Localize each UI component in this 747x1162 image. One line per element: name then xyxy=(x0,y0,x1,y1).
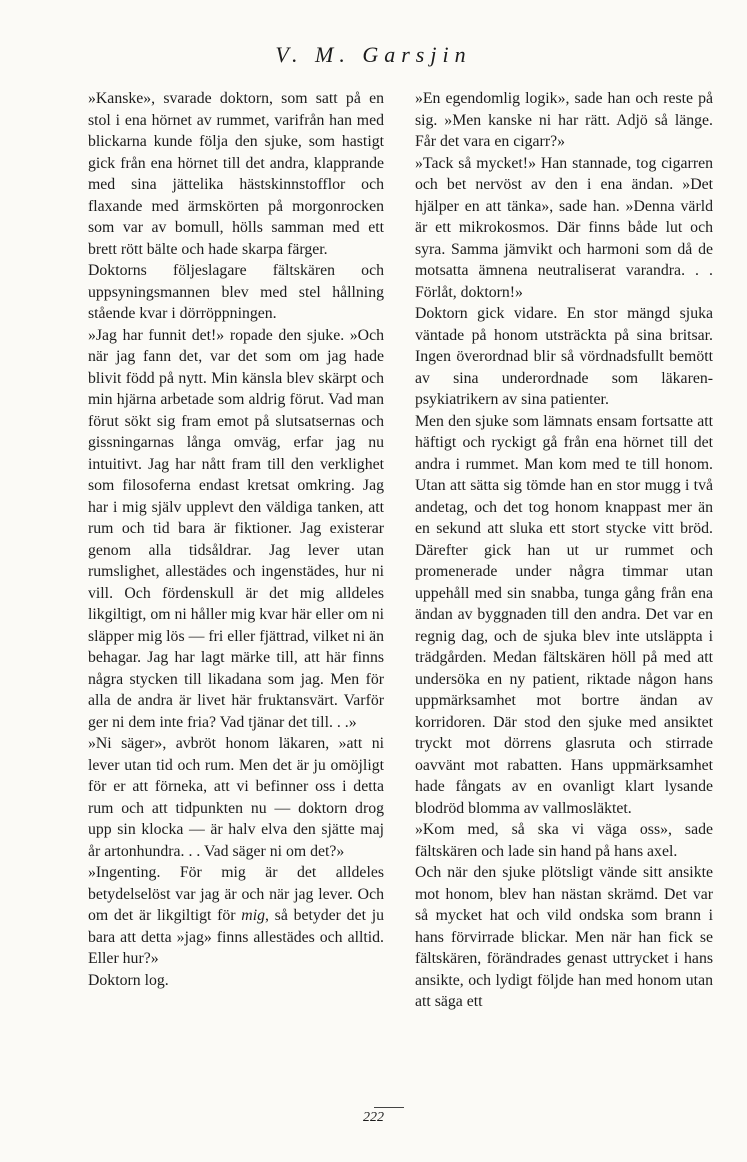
right-column xyxy=(415,88,713,1013)
paragraph: »Jag har funnit det!» ropade den sjuke. »Och när jag fann det, var det som om jag hade blivit född på nytt. Min känsla blev skärpt och min hjärna arbetade som aldrig förut. Vad man förut sökt sig fram emot på slutsatsernas och gissningarnas långa omväg, erfar jag nu intuitivt. Jag har nått fram till den verklighet som filosoferna endast kretsat omkring. Jag har i mig själv upplevt den väldiga tanken, att rum och tid bara är fiktioner. Jag existerar genom alla tidsåldrar. Jag lever utan rumslighet, allestädes och ingenstädes, hur ni vill. Och fördenskull är det mig alldeles likgiltigt, om ni håller mig kvar här eller om ni släpper mig lös — fri eller fjättrad, vilket ni än behagar. Jag har lagt märke till, att här finns några stycken till likadana som jag. Men för alla de andra är livet här fruktansvärt. Varför ger ni dem inte fria? Vad tjänar det till. . .» xyxy=(88,326,384,731)
paragraph-text: »Ingenting. För mig är det alldeles betydelselöst var jag är och när jag lever. Och om det är likgiltigt för xyxy=(88,864,384,924)
running-header: V. M. Garsjin xyxy=(275,42,472,67)
paragraph: Doktorns följeslagare fältskären och uppsyningsmannen blev med stel hållning stående kvar i dörröppningen. xyxy=(88,262,384,322)
paragraph xyxy=(88,862,384,970)
footer-rule xyxy=(374,1107,404,1108)
paragraph: »Kom med, så ska vi väga oss», sade fältskären och lade sin hand på hans axel. xyxy=(415,821,713,860)
paragraph: Doktorn gick vidare. En stor mängd sjuka väntade på honom utsträckta på sina britsar. Ingen överordnad blir så vördnadsfullt bemött av sina underordnade som läkaren-psykiatrikern av sina patienter. xyxy=(415,305,713,408)
left-column xyxy=(88,88,384,991)
paragraph: Och när den sjuke plötsligt vände sitt ansikte mot honom, blev han nästan skrämd. Det var så mycket hat och vild ondska som brann i hans förvirrade blickar. Men när han fick se fältskären, förändrades genast uttrycket i hans ansikte, och lydigt följde han med honom utan att säga ett xyxy=(415,864,713,1010)
paragraph: »Ni säger», avbröt honom läkaren, »att ni lever utan tid och rum. Men det är ju omöjligt för er att förneka, att vi befinner oss i detta rum och att tidpunkten nu — doktorn drog upp sin klocka — är halv elva den sjätte maj år artonhundra. . . Vad säger ni om det?» xyxy=(88,735,384,860)
page-number: 222 xyxy=(363,1110,384,1125)
paragraph-text: , så betyder det ju bara att detta »jag» finns allestädes och alltid. Eller hur?» xyxy=(88,907,384,967)
paragraph: »Kanske», svarade doktorn, som satt på en stol i ena hörnet av rummet, varifrån han med blickarna kunde följa den sjuke, som hastigt gick från ena hörnet till det andra, klapprande med sina jättelika hästskinnstofflor och flaxande med ärmskörten på morgonrocken som var av bomull, hölls samman med ett brett rött bälte och hade skarpa färger. xyxy=(88,90,384,258)
paragraph: »En egendomlig logik», sade han och reste på sig. »Men kanske ni har rätt. Adjö så länge. Får det vara en cigarr?» xyxy=(415,90,713,150)
paragraph: Men den sjuke som lämnats ensam fortsatte att häftigt och ryckigt gå från ena hörnet till det andra i rummet. Man kom med te till honom. Utan att sätta sig tömde han en stor mugg i två andetag, och det tog honom knappast mer än en sekund att sluka ett stort stycke vitt bröd. Därefter gick han ut ur rummet och promenerade under några timmar utan uppehåll med sin snabba, tunga gång från ena ändan av byggnaden till den andra. Det var en regnig dag, och de sjuka blev inte utsläppta i trädgården. Medan fältskären höll på med att undersöka en ny patient, riktade någon hans uppmärksamhet mot bortre ändan av korridoren. Där stod den sjuke med ansiktet tryckt mot dörrens glasruta och stirrade oavvänt mot rabatten. Hans uppmärksamhet hade fångats av en ovanligt klart lysande blodröd blomma av vallmosläktet. xyxy=(415,412,713,817)
paragraph: »Tack så mycket!» Han stannade, tog cigarren och bet nervöst av den i ena ändan. »Det hjälper en att tänka», sade han. »Denna värld är ett mikrokosmos. Där finns både lut och syra. Samma jämvikt och harmoni som då de motsatta ämnena neutraliserat varandra. . . Förlåt, doktorn!» xyxy=(415,154,713,301)
emphasis-text: mig xyxy=(241,907,265,924)
paragraph: Doktorn log. xyxy=(88,971,169,989)
